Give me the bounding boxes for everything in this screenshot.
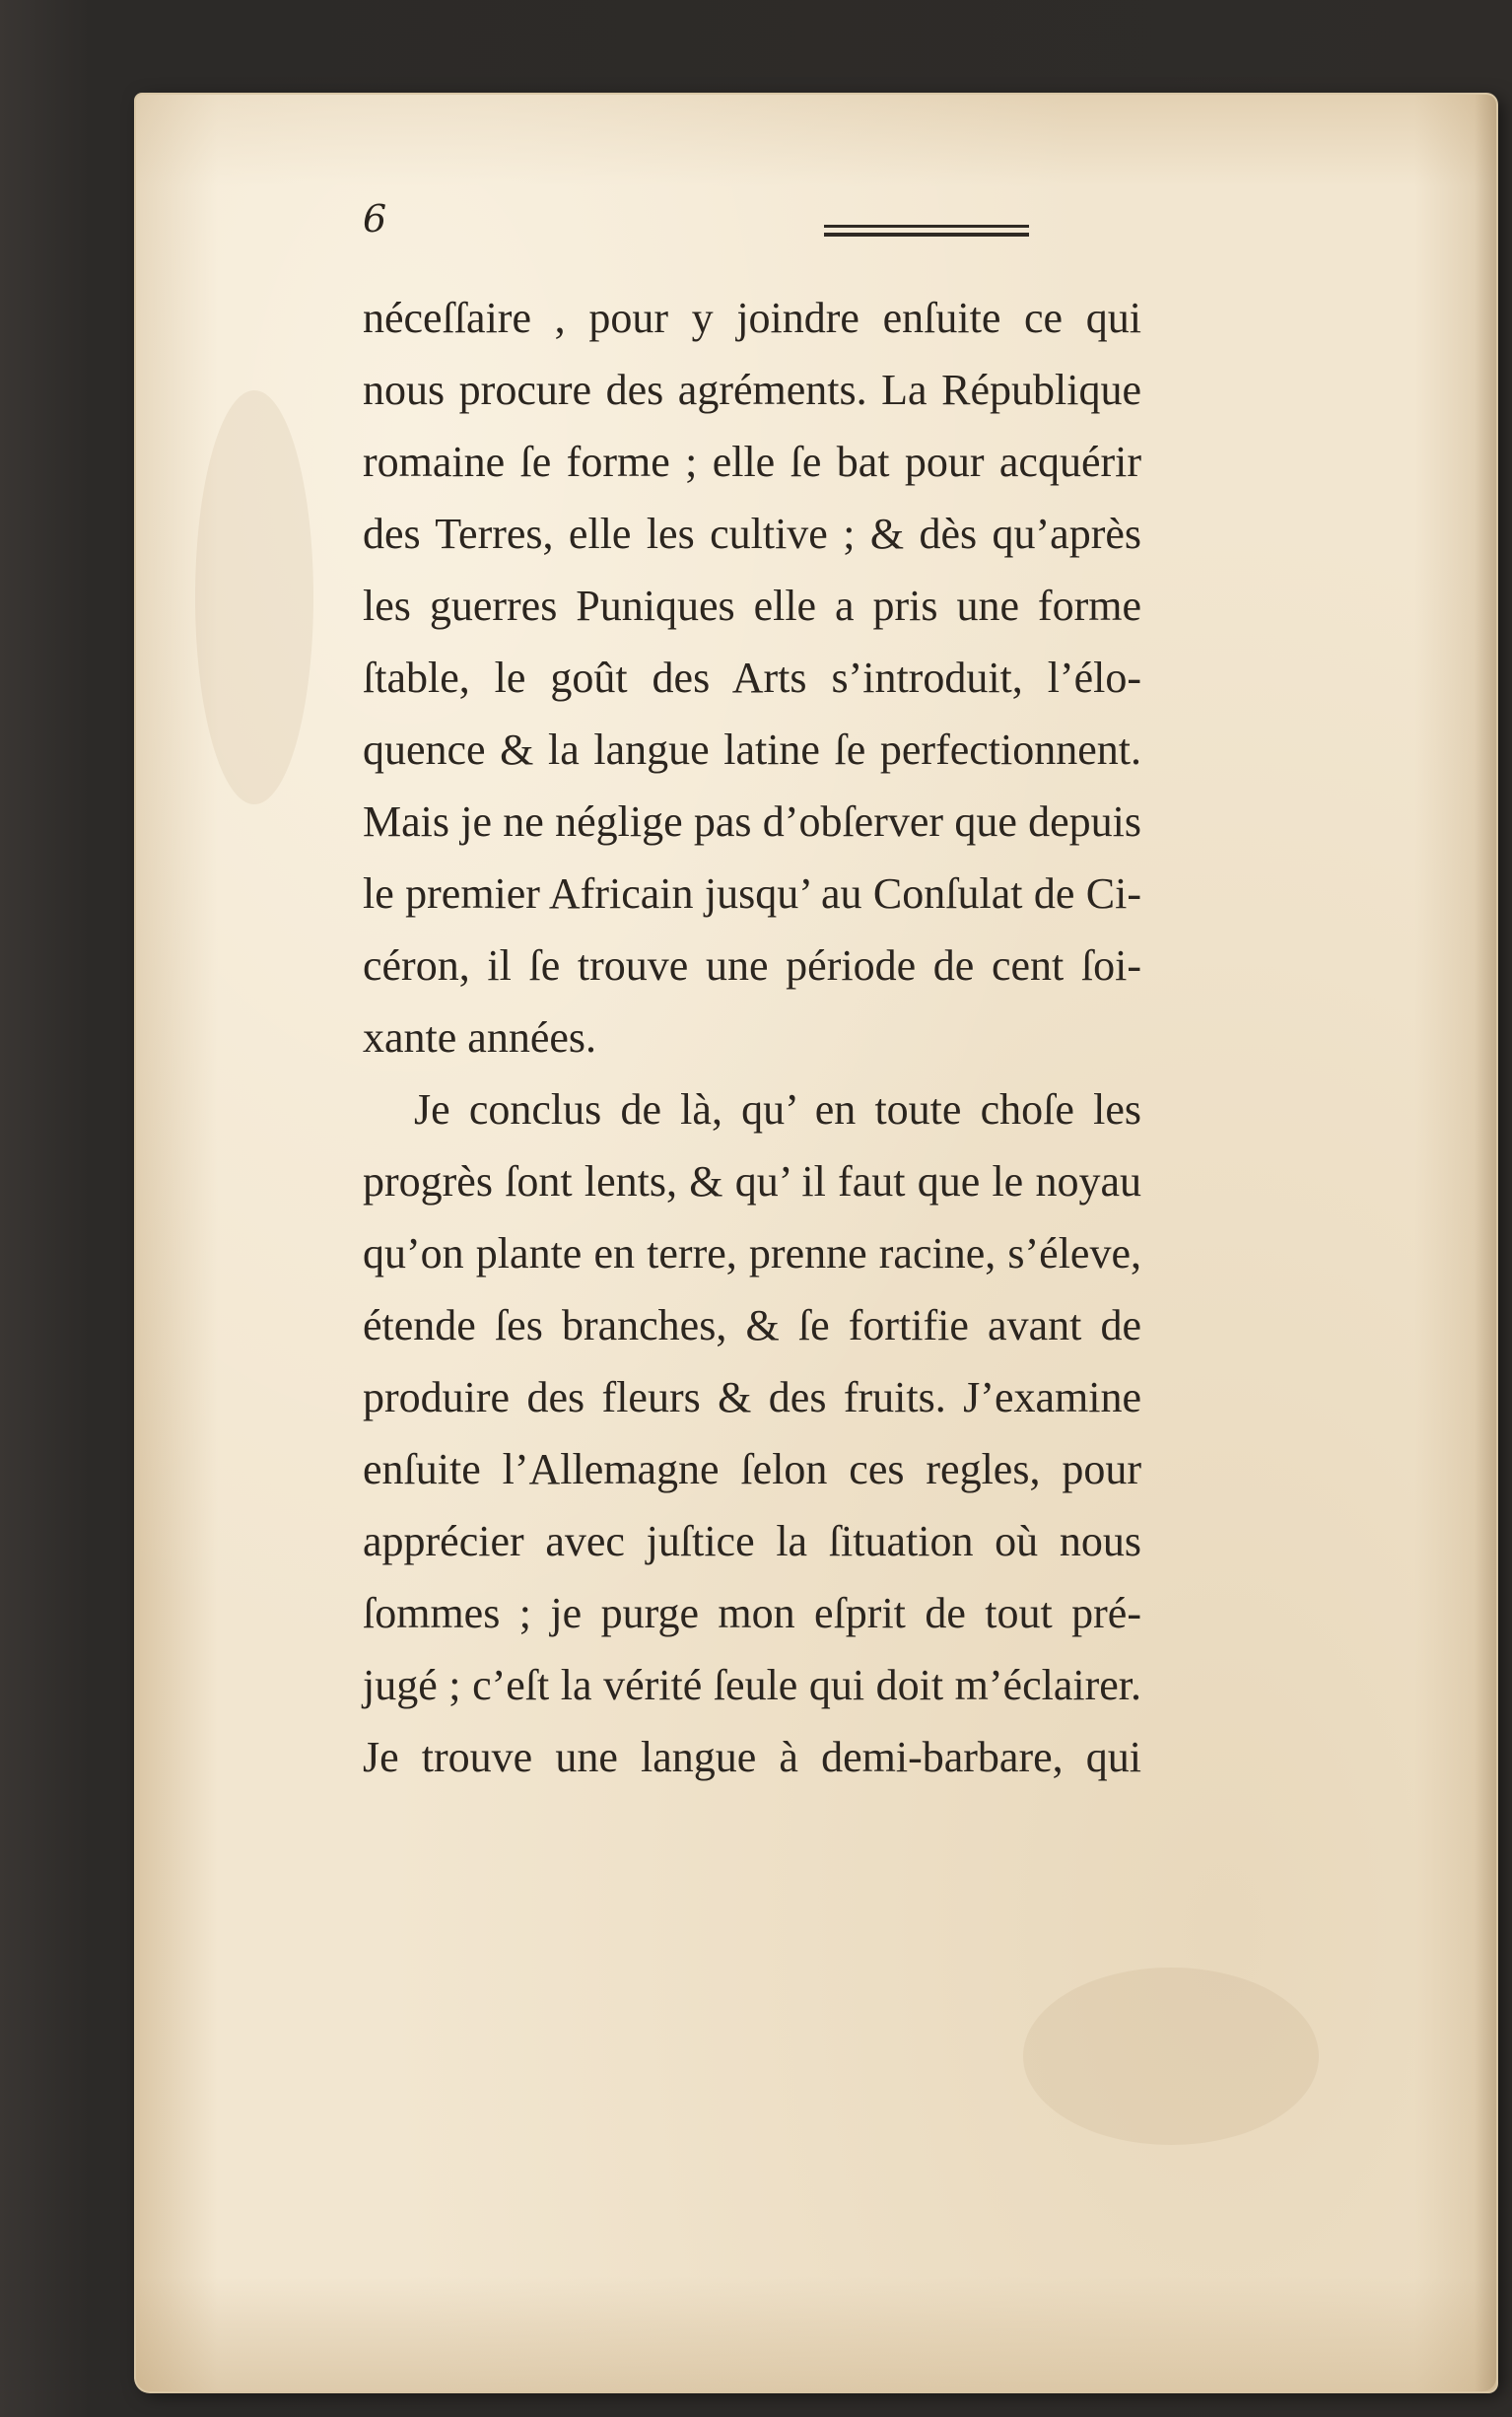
paper-stain	[195, 390, 313, 804]
text-line: produire des fleurs & des fruits. J’examine	[363, 1373, 1141, 1421]
paragraph-end-line: xante années.	[363, 1013, 596, 1062]
text-line: nous procure des agréments. La République	[363, 366, 1141, 414]
text-line: étende ſes branches, & ſe fortifie avant de	[363, 1301, 1141, 1349]
text-line: ſtable, le goût des Arts s’introduit, l’élo-	[363, 654, 1141, 702]
text-line: Mais je ne néglige pas d’obſerver que depuis	[363, 797, 1141, 846]
text-line: apprécier avec juſtice la ſituation où nous	[363, 1517, 1141, 1565]
text-line: céron, il ſe trouve une période de cent ſoi-	[363, 941, 1141, 990]
text-line: des Terres, elle les cultive ; & dès qu’après	[363, 510, 1141, 558]
text-line: les guerres Puniques elle a pris une forme	[363, 582, 1141, 630]
body-text	[363, 282, 1141, 1793]
header-rule	[824, 225, 1029, 228]
paragraph-start-line: Je conclus de là, qu’ en toute choſe les	[414, 1085, 1141, 1134]
page-number: 6	[363, 197, 387, 241]
text-line: progrès ſont lents, & qu’ il faut que le noyau	[363, 1157, 1141, 1206]
text-line: romaine ſe forme ; elle ſe bat pour acquérir	[363, 438, 1141, 486]
text-line: le premier Africain jusqu’ au Conſulat de Ci-	[363, 869, 1141, 918]
text-line: quence & la langue latine ſe perfectionnent.	[363, 725, 1141, 774]
text-line: ſommes ; je purge mon eſprit de tout pré-	[363, 1589, 1141, 1637]
text-line: néceſſaire , pour y joindre enſuite ce qui	[363, 294, 1141, 342]
text-line: Je trouve une langue à demi-barbare, qui	[363, 1733, 1141, 1781]
page-header	[363, 197, 1151, 266]
paper-stain	[1023, 1968, 1319, 2145]
text-line: jugé ; c’eſt la vérité ſeule qui doit m’éclairer.	[363, 1661, 1141, 1709]
header-rule	[824, 233, 1029, 237]
page-edge-shadow	[1475, 95, 1496, 2391]
text-line: qu’on plante en terre, prenne racine, s’éleve,	[363, 1229, 1141, 1278]
text-line: enſuite l’Allemagne ſelon ces regles, pour	[363, 1445, 1141, 1493]
